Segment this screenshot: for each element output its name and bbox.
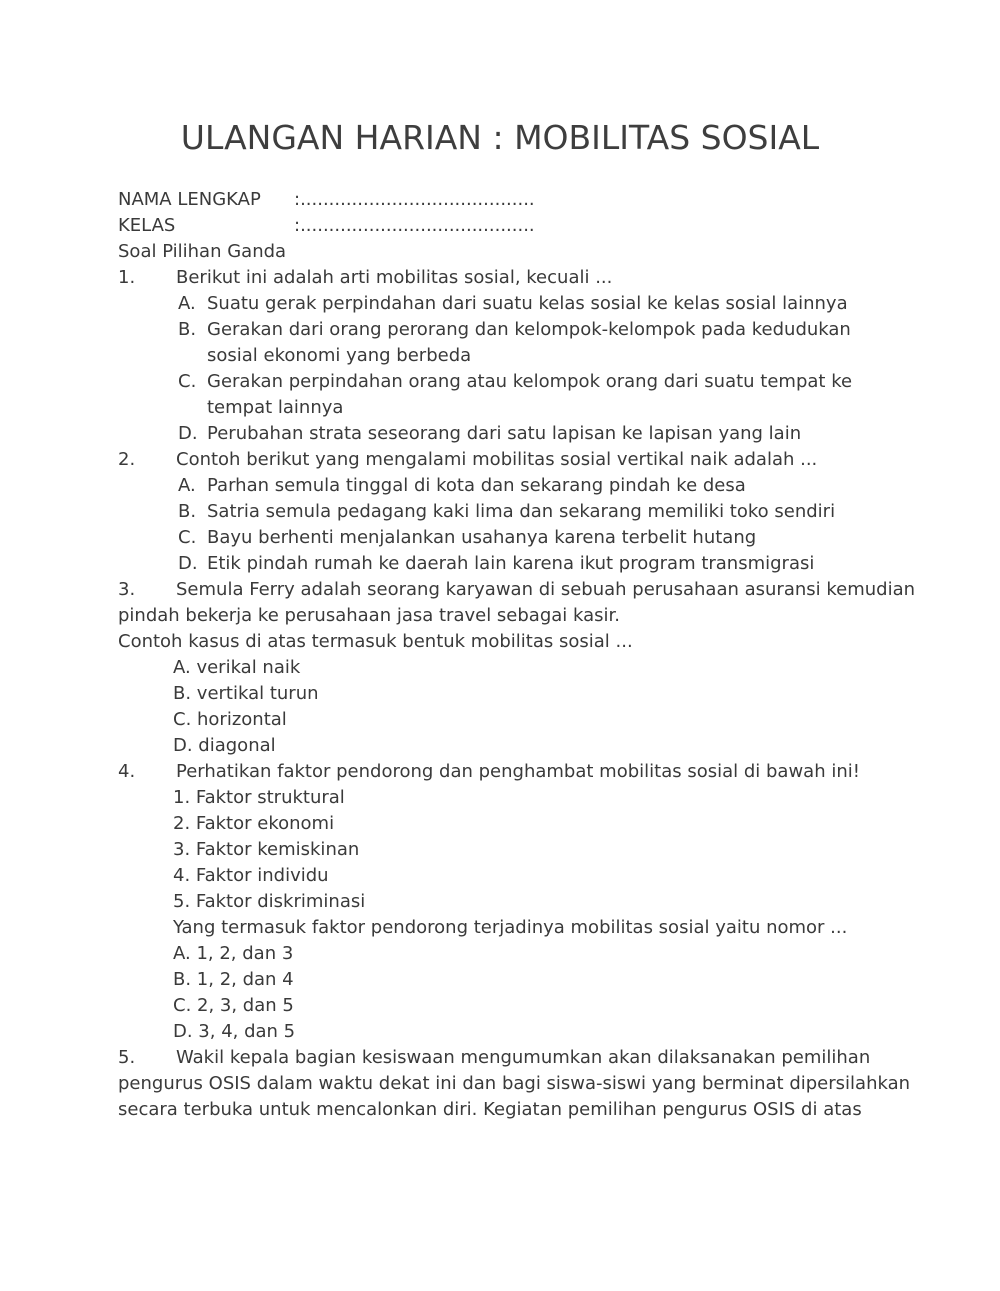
question-3-text-continued: pindah bekerja ke perusahaan jasa travel sebagai kasir. — [118, 605, 620, 626]
q1-option-b — [118, 317, 888, 369]
q4-item-2: 2. Faktor ekonomi — [173, 813, 335, 834]
question-5-text-line2: pengurus OSIS dalam waktu dekat ini dan bagi siswa-siswi yang berminat dipersilahkan — [118, 1073, 911, 1094]
q1-option-d — [118, 421, 888, 447]
name-field-blank: :......................................... — [294, 189, 535, 210]
option-letter: D. — [178, 553, 198, 574]
q4-option-a: A. 1, 2, dan 3 — [173, 943, 294, 964]
option-text: Suatu gerak perpindahan dari suatu kelas sosial ke kelas sosial lainnya — [207, 293, 848, 314]
option-letter: C. — [178, 527, 197, 548]
question-1-number: 1. — [118, 267, 136, 288]
question-5 — [118, 1045, 888, 1071]
question-1 — [118, 265, 888, 291]
q2-option-d — [118, 551, 888, 577]
question-4-number: 4. — [118, 761, 136, 782]
option-letter: B. — [178, 501, 197, 522]
q1-option-a — [118, 291, 888, 317]
question-3-number: 3. — [118, 579, 136, 600]
name-field-label: NAMA LENGKAP — [118, 189, 261, 210]
question-2-text: Contoh berikut yang mengalami mobilitas sosial vertikal naik adalah ... — [176, 449, 818, 470]
question-1-text: Berikut ini adalah arti mobilitas sosial, kecuali ... — [176, 267, 613, 288]
class-field-label: KELAS — [118, 215, 176, 236]
option-text: Parhan semula tinggal di kota dan sekarang pindah ke desa — [207, 475, 746, 496]
q2-option-b — [118, 499, 888, 525]
q2-option-a — [118, 473, 888, 499]
q4-option-d: D. 3, 4, dan 5 — [173, 1021, 296, 1042]
option-letter: B. — [178, 319, 197, 340]
q3-option-d: D. diagonal — [173, 735, 276, 756]
q4-item-3: 3. Faktor kemiskinan — [173, 839, 360, 860]
q1-option-c — [118, 369, 888, 421]
name-field — [118, 187, 888, 213]
question-3-prompt: Contoh kasus di atas termasuk bentuk mobilitas sosial ... — [118, 631, 633, 652]
page-title: ULANGAN HARIAN : MOBILITAS SOSIAL — [180, 118, 820, 157]
q3-option-b: B. vertikal turun — [173, 683, 319, 704]
option-letter: A. — [178, 475, 196, 496]
question-3-text: Semula Ferry adalah seorang karyawan di sebuah perusahaan asuransi kemudian — [176, 579, 916, 600]
option-letter: C. — [178, 371, 197, 392]
question-5-text: Wakil kepala bagian kesiswaan mengumumkan akan dilaksanakan pemilihan — [176, 1047, 871, 1068]
option-letter: A. — [178, 293, 196, 314]
q4-item-1: 1. Faktor struktural — [173, 787, 345, 808]
question-2-number: 2. — [118, 449, 136, 470]
question-5-text-line3: secara terbuka untuk mencalonkan diri. Kegiatan pemilihan pengurus OSIS di atas — [118, 1099, 862, 1120]
q4-item-4: 4. Faktor individu — [173, 865, 329, 886]
q4-option-c: C. 2, 3, dan 5 — [173, 995, 294, 1016]
question-2 — [118, 447, 888, 473]
worksheet-body — [118, 187, 916, 1123]
q4-option-b: B. 1, 2, dan 4 — [173, 969, 294, 990]
class-field-blank: :......................................... — [294, 215, 535, 236]
question-4-text: Perhatikan faktor pendorong dan penghambat mobilitas sosial di bawah ini! — [176, 761, 860, 782]
question-4 — [118, 759, 888, 785]
question-5-number: 5. — [118, 1047, 136, 1068]
option-text: Perubahan strata seseorang dari satu lapisan ke lapisan yang lain — [207, 423, 802, 444]
option-text: Etik pindah rumah ke daerah lain karena ikut program transmigrasi — [207, 553, 815, 574]
option-letter: D. — [178, 423, 198, 444]
question-3 — [118, 577, 916, 603]
option-text: Gerakan perpindahan orang atau kelompok orang dari suatu tempat ke tempat lainnya — [207, 371, 853, 418]
question-4-prompt: Yang termasuk faktor pendorong terjadinya mobilitas sosial yaitu nomor ... — [173, 917, 848, 938]
option-text: Bayu berhenti menjalankan usahanya karena terbelit hutang — [207, 527, 757, 548]
q4-item-5: 5. Faktor diskriminasi — [173, 891, 366, 912]
q2-option-c — [118, 525, 888, 551]
q3-option-c: C. horizontal — [173, 709, 287, 730]
section-label: Soal Pilihan Ganda — [118, 241, 287, 262]
class-field — [118, 213, 888, 239]
q3-option-a: A. verikal naik — [173, 657, 301, 678]
option-text: Gerakan dari orang perorang dan kelompok-kelompok pada kedudukan sosial ekonomi yang berbeda — [207, 319, 851, 366]
option-text: Satria semula pedagang kaki lima dan sekarang memiliki toko sendiri — [207, 501, 836, 522]
